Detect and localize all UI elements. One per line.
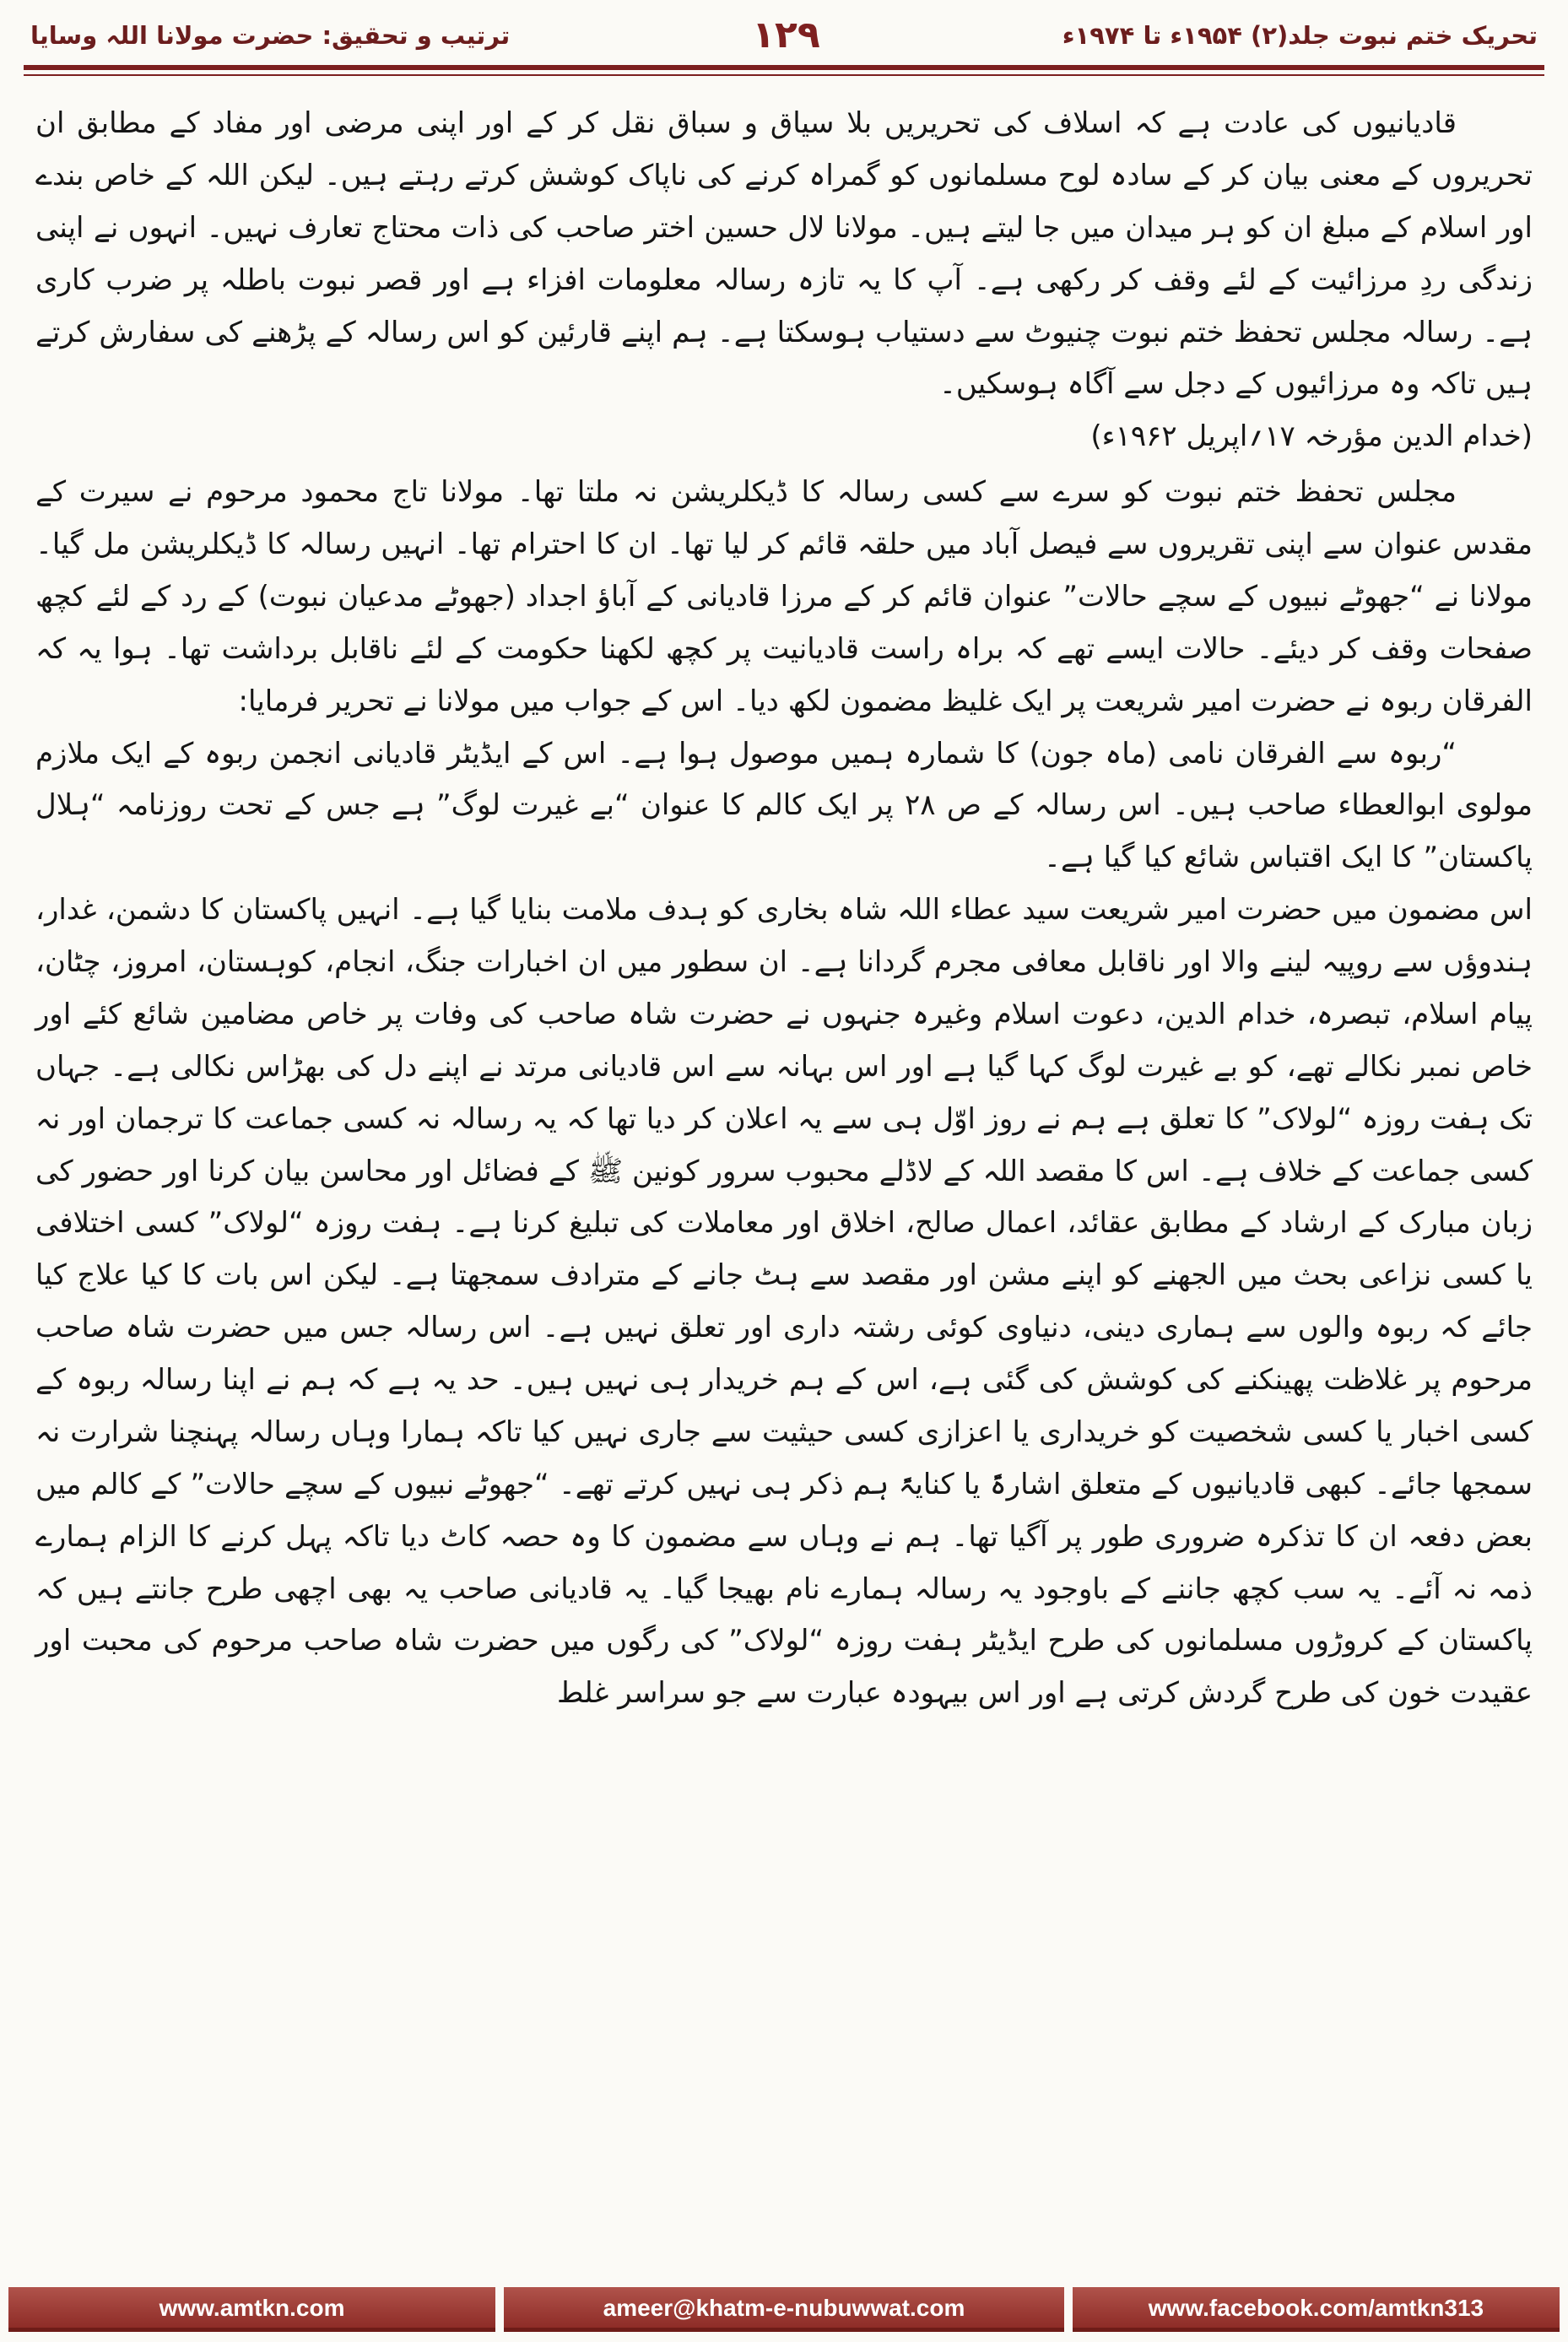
page-body — [0, 76, 1568, 2282]
volume-title: تحریک ختم نبوت جلد(۲) ۱۹۵۴ء تا ۱۹۷۴ء — [1062, 20, 1538, 50]
footer-email: ameer@khatm-e-nubuwwat.com — [504, 2287, 1064, 2332]
page-number: ۱۲۹ — [752, 14, 820, 57]
compiler-credit: ترتیب و تحقیق: حضرت مولانا اللہ وسایا — [30, 20, 511, 50]
paragraph-quote-opening: “ربوہ سے الفرقان نامی (ماہ جون) کا شمارہ ہمیں موصول ہوا ہے۔ اس کے ایڈیٹر قادیانی انجمن ربوہ کے ایک ملازم مولوی ابوالعطاء صاحب ہیں۔ اس رسالہ کے ص ۲۸ پر ایک کالم کا عنوان “بے غیرت لوگ” ہے جس کے تحت روزنامہ “ہلال پاکستان” کا ایک اقتباس شائع کیا گیا ہے۔ — [35, 736, 1533, 875]
page-footer — [0, 2282, 1568, 2342]
source-citation: (خدام الدین مؤرخہ ۱۷؍اپریل ۱۹۶۲ء) — [1090, 419, 1533, 454]
footer-facebook: www.facebook.com/amtkn313 — [1073, 2287, 1560, 2332]
header-rule-thick — [24, 65, 1544, 70]
page-header — [0, 0, 1568, 60]
paragraph-quote-main: اس مضمون میں حضرت امیر شریعت سید عطاء اللہ شاہ بخاری کو ہدف ملامت بنایا گیا ہے۔ انہیں پاکستان کا دشمن، غدار، ہندوؤں سے روپیہ لینے والا اور ناقابل معافی مجرم گردانا ہے۔ ان سطور میں ان اخبارات جنگ، انجام، کوہستان، امروز، چٹان، پیام اسلام، تبصرہ، خدام الدین، دعوت اسلام وغیرہ جنہوں نے حضرت شاہ صاحب کی وفات پر خاص مضامین شائع کئے اور خاص نمبر نکالے تھے، کو بے غیرت لوگ کہا گیا ہے اور اس بہانہ سے اس قادیانی مرتد نے اپنے دل کی بھڑاس نکالی ہے۔ جہاں تک ہفت روزہ “لولاک” کا تعلق ہے ہم نے روز اوّل ہی سے یہ اعلان کر دیا تھا کہ یہ رسالہ نہ کسی جماعت کا ترجمان اور نہ کسی جماعت کے خلاف ہے۔ اس کا مقصد اللہ کے لاڈلے محبوب سرور کونین ﷺ کے فضائل اور محاسن بیان کرنا اور حضور کی زبان مبارک کے ارشاد کے مطابق عقائد، اعمال صالح، اخلاق اور معاملات کی تبلیغ کرنا ہے۔ ہفت روزہ “لولاک” کسی اختلافی یا کسی نزاعی بحث میں الجھنے کو اپنے مشن اور مقصد سے ہٹ جانے کے مترادف سمجھتا ہے۔ لیکن اس بات کا کیا علاج کیا جائے کہ ربوہ والوں سے ہماری دینی، دنیاوی کوئی رشتہ داری اور تعلق نہیں ہے۔ اس رسالہ جس میں حضرت شاہ صاحب مرحوم پر غلاظت پھینکنے کی کوشش کی گئی ہے، اس کے ہم خریدار ہی نہیں ہیں۔ حد یہ ہے کہ ہم نے اپنا رسالہ ربوہ کے کسی اخبار یا کسی شخصیت کو خریداری یا اعزازی کسی حیثیت سے جاری نہیں کیا تاکہ ہمارا وہاں رسالہ پہنچنا شرارت نہ سمجھا جائے۔ کبھی قادیانیوں کے متعلق اشارۃً یا کنایۃً ہم ذکر ہی نہیں کرتے تھے۔ “جھوٹے نبیوں کے سچے حالات” کے کالم میں بعض دفعہ ان کا تذکرہ ضروری طور پر آگیا تھا۔ ہم نے وہاں سے مضمون کا وہ حصہ کاٹ دیا تاکہ پہل کرنے کا الزام ہمارے ذمہ نہ آئے۔ یہ سب کچھ جاننے کے باوجود یہ رسالہ ہمارے نام بھیجا گیا۔ یہ قادیانی صاحب یہ بھی اچھی طرح جانتے ہیں کہ پاکستان کے کروڑوں مسلمانوں کی طرح ایڈیٹر ہفت روزہ “لولاک” کی رگوں میں حضرت شاہ صاحب مرحوم کی محبت اور عقیدت خون کی طرح گردش کرتی ہے اور اس بیہودہ عبارت سے جو سراسر غلط — [35, 893, 1533, 1711]
paragraph-intro: قادیانیوں کی عادت ہے کہ اسلاف کی تحریریں بلا سیاق و سباق نقل کر کے اور اپنی مرضی اور مفاد کے مطابق ان تحریروں کے معنی بیان کر کے سادہ لوح مسلمانوں کو گمراہ کرنے کی ناپاک کوشش کرتے رہتے ہیں۔ لیکن اللہ کے خاص بندے اور اسلام کے مبلغ ان کو ہر میدان میں جا لیتے ہیں۔ مولانا لال حسین اختر صاحب کی ذات محتاج تعارف نہیں۔ انہوں نے اپنی زندگی ردِ مرزائیت کے لئے وقف کر رکھی ہے۔ آپ کا یہ تازہ رسالہ معلومات افزاء ہے اور قصر نبوت باطلہ پر ضرب کاری ہے۔ رسالہ مجلس تحفظ ختم نبوت چنیوٹ سے دستیاب ہوسکتا ہے۔ ہم اپنے قارئین کو اس رسالہ کے پڑھنے کی سفارش کرتے ہیں تاکہ وہ مرزائیوں کے دجل سے آگاہ ہوسکیں۔ — [35, 106, 1533, 402]
header-rule — [24, 65, 1544, 76]
footer-website: www.amtkn.com — [8, 2287, 495, 2332]
paragraph-background: مجلس تحفظ ختم نبوت کو سرے سے کسی رسالہ کا ڈیکلریشن نہ ملتا تھا۔ مولانا تاج محمود مرحوم نے سیرت کے مقدس عنوان سے اپنی تقریروں سے فیصل آباد میں حلقہ قائم کر لیا تھا۔ ان کا احترام تھا۔ انہیں رسالہ کا ڈیکلریشن مل گیا۔ مولانا نے “جھوٹے نبیوں کے سچے حالات” عنوان قائم کر کے مرزا قادیانی کے آباؤ اجداد (جھوٹے مدعیان نبوت) کے رد کے لئے کچھ صفحات وقف کر دیئے۔ حالات ایسے تھے کہ براہ راست قادیانیت پر کچھ لکھنا حکومت کے لئے ناقابل برداشت تھا۔ ہوا یہ کہ الفرقان ربوہ نے حضرت امیر شریعت پر ایک غلیظ مضمون لکھ دیا۔ اس کے جواب میں مولانا نے تحریر فرمایا: — [35, 475, 1533, 718]
